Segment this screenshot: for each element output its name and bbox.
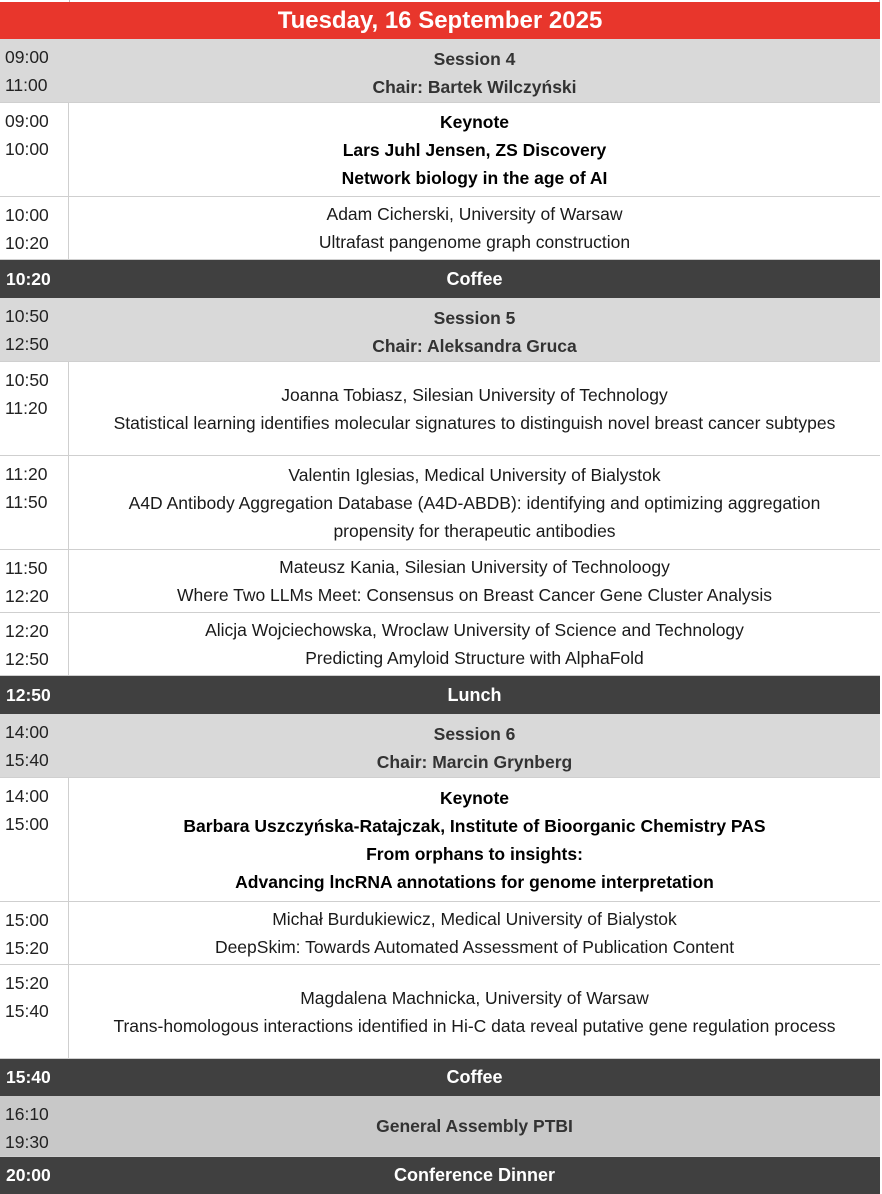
keynote-label: Keynote [439,111,510,132]
session-chair: Chair: Bartek Wilczyński [372,76,577,97]
break-time: 20:00 [6,1165,51,1185]
keynote-label: Keynote [439,787,510,808]
talk-title: Statistical learning identifies molecular signatures to distinguish novel breast cancer subtypes [113,412,836,433]
end-time: 15:20 [5,938,49,958]
speaker: Adam Cicherski, University of Warsaw [326,204,623,224]
break-label: Conference Dinner [393,1165,556,1185]
talk-row [0,613,880,676]
session-row [0,298,880,362]
start-time: 12:20 [5,621,49,641]
start-time: 15:00 [5,910,49,930]
day-title: Tuesday, 16 September 2025 [277,6,603,34]
talk-title: Where Two LLMs Meet: Consensus on Breast Cancer Gene Cluster Analysis [177,585,772,605]
speaker: Lars Juhl Jensen, ZS Discovery [342,139,607,160]
talk-title: Predicting Amyloid Structure with AlphaFold [305,648,644,668]
speaker: Alicja Wojciechowska, Wroclaw University of Science and Technology [205,620,744,640]
talk-row [0,550,880,613]
keynote-info [69,778,880,901]
break-label: Coffee [446,1067,503,1087]
session-info [69,39,880,102]
speaker: Barbara Uszczyńska-Ratajczak, Institute of Bioorganic Chemistry PAS [183,815,766,836]
end-time: 11:50 [5,492,48,512]
start-time: 14:00 [5,786,49,806]
time-cell [0,965,69,1058]
speaker: Joanna Tobiasz, Silesian University of Technology [281,384,668,405]
talk-row [0,965,880,1059]
talk-title: Trans-homologous interactions identified in Hi-C data reveal putative gene regulation process [113,1015,836,1036]
time-cell [0,778,69,901]
start-time: 11:20 [5,464,48,484]
time-cell [0,613,69,675]
session-chair: Chair: Aleksandra Gruca [372,335,577,356]
start-time: 14:00 [5,722,49,742]
break-time: 15:40 [6,1067,51,1087]
talk-info [69,197,880,259]
start-time: 15:20 [5,973,49,993]
talk-info [69,550,880,612]
session-info [69,714,880,777]
time-cell [0,298,69,361]
break-time: 10:20 [6,268,51,289]
time-cell [0,550,69,612]
keynote-row [0,778,880,902]
time-cell [0,362,69,455]
talk-title: Network biology in the age of AI [341,167,608,188]
break-row [0,260,880,298]
end-time: 10:20 [5,233,49,253]
session-info [69,1096,880,1156]
time-cell [0,103,69,196]
keynote-row [0,103,880,197]
keynote-info [69,103,880,196]
end-time: 15:40 [5,750,49,770]
time-cell [0,197,69,259]
break-row [0,1157,880,1194]
talk-info [69,362,880,455]
break-time: 12:50 [6,684,51,705]
session-title: General Assembly PTBI [376,1116,573,1136]
start-time: 09:00 [5,47,49,67]
end-time: 12:20 [5,586,49,606]
time-cell [0,1096,69,1156]
time-cell [0,39,69,102]
speaker: Mateusz Kania, Silesian University of Technoloogy [279,557,670,577]
talk-title: A4D Antibody Aggregation Database (A4D-ABDB): identifying and optimizing aggregation propensity for therapeutic antibodies [128,492,821,541]
break-row [0,676,880,714]
break-row [0,1059,880,1096]
time-cell [0,456,69,549]
speaker: Valentin Iglesias, Medical University of Bialystok [288,464,661,485]
end-time: 10:00 [5,139,49,159]
end-time: 11:00 [5,75,48,95]
session-chair: Chair: Marcin Grynberg [376,751,573,772]
start-time: 10:00 [5,205,49,225]
speaker: Michał Burdukiewicz, Medical University of Bialystok [272,909,677,929]
talk-title: DeepSkim: Towards Automated Assessment of Publication Content [214,937,735,957]
session-title: Session 4 [433,48,516,69]
talk-subtitle: Advancing lncRNA annotations for genome interpretation [235,871,714,892]
talk-info [69,965,880,1058]
start-time: 10:50 [5,306,49,326]
session-row [0,714,880,778]
talk-title: From orphans to insights: [366,843,583,864]
day-header [0,2,880,39]
start-time: 10:50 [5,370,49,390]
talk-title: Ultrafast pangenome graph construction [318,232,631,252]
end-time: 15:00 [5,814,49,834]
break-label: Coffee [446,268,503,289]
talk-info [69,456,880,549]
time-cell [0,902,69,964]
start-time: 09:00 [5,111,49,131]
start-time: 11:50 [5,558,48,578]
session-title: Session 6 [433,723,516,744]
end-time: 15:40 [5,1001,49,1021]
end-time: 12:50 [5,649,49,669]
end-time: 11:20 [5,398,48,418]
talk-row [0,197,880,260]
session-row [0,1096,880,1157]
talk-info [69,613,880,675]
talk-info [69,902,880,964]
time-cell [0,714,69,777]
session-title: Session 5 [433,307,516,328]
speaker: Magdalena Machnicka, University of Warsaw [300,987,649,1008]
end-time: 19:30 [5,1132,49,1152]
end-time: 12:50 [5,334,49,354]
talk-row [0,456,880,550]
start-time: 16:10 [5,1104,49,1124]
break-label: Lunch [447,684,502,705]
session-info [69,298,880,361]
talk-row [0,902,880,965]
session-row [0,39,880,103]
talk-row [0,362,880,456]
